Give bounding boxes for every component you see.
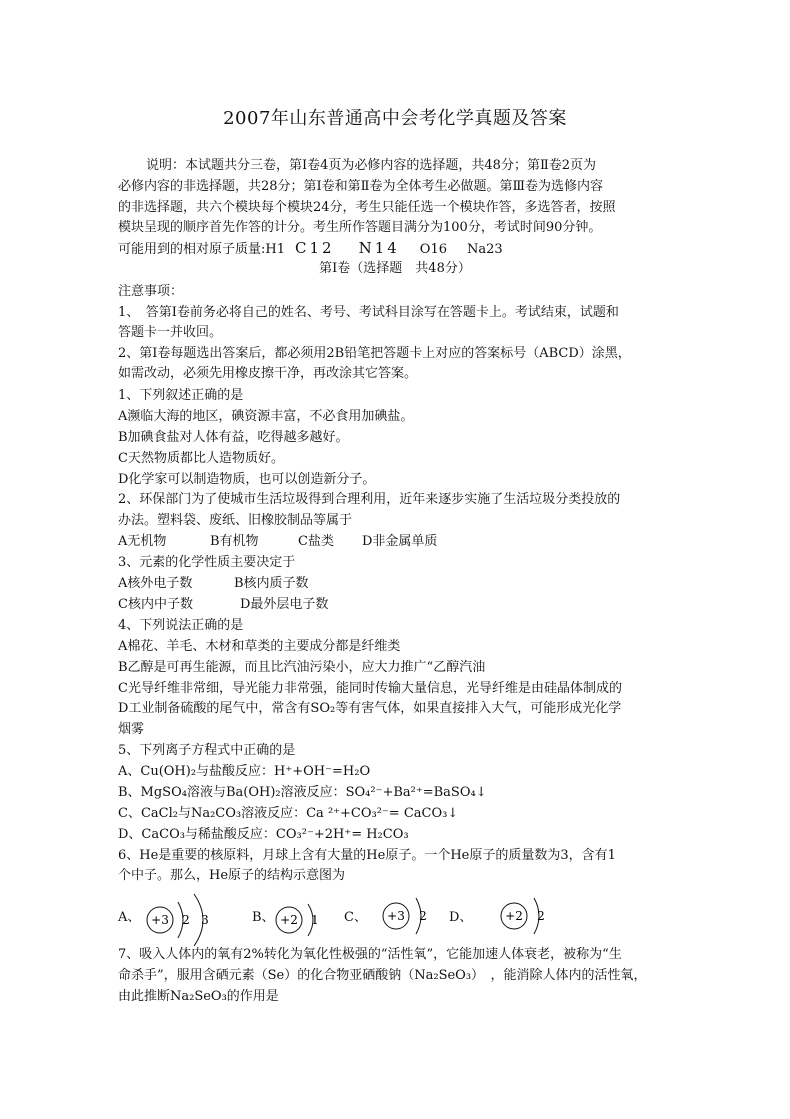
q4-option-a: A棉花、羊毛、木材和草类的主要成分都是纤维类 <box>118 639 401 654</box>
q2-stem-line-2: 办法。塑料袋、废纸、旧橡胶制品等属于 <box>118 513 353 528</box>
page-title: 2007年山东普通高中会考化学真题及答案 <box>223 108 567 129</box>
q7-line-1: 7、吸入人体内的氧有2%转化为氧化性极强的“活性氧”，它能加速人体衰老，被称为“生 <box>118 947 622 962</box>
q6-option-d-diagram <box>496 892 556 952</box>
q6-option-c-shell-1: 2 <box>419 909 427 923</box>
intro-line-2: 必修内容的非选择题，共28分；第Ⅰ卷和第Ⅱ卷为全体考生必做题。第Ⅲ卷为选修内容 <box>118 179 604 194</box>
atomic-mass-c: C12 <box>295 239 335 257</box>
q3-option-a: A核外电子数 <box>118 576 193 591</box>
q3-options-row-1 <box>118 574 309 594</box>
q4-stem: 4、下列说法正确的是 <box>118 618 244 633</box>
q3-option-d: D最外层电子数 <box>240 597 329 612</box>
q4-option-c: C光导纤维非常细，导光能力非常强，能同时传输大量信息，光导纤维是由硅晶体制成的 <box>118 681 622 696</box>
q2-stem-line-1: 2、环保部门为了使城市生活垃圾得到合理利用，近年来逐步实施了生活垃圾分类投放的 <box>118 492 621 507</box>
q1-option-c: C天然物质都比人造物质好。 <box>118 451 284 466</box>
q4-option-d-line-1: D工业制备硫酸的尾气中，常含有SO₂等有害气体，如果直接排入大气，可能形成光化学 <box>118 701 622 716</box>
note-2-line-1: 2、第Ⅰ卷每题选出答案后，都必须用2B铅笔把答题卡上对应的答案标号（ABCD）涂黑， <box>118 346 631 361</box>
q6-option-a-nucleus: +3 <box>151 913 169 927</box>
q3-option-b: B核内质子数 <box>234 576 309 591</box>
intro-line-1: 说明：本试题共分三卷，第Ⅰ卷4页为必修内容的选择题，共48分；第Ⅱ卷2页为 <box>146 158 597 173</box>
intro-line-4: 模块呈现的顺序首先作答的计分。考生所作答题目满分为100分，考试时间90分钟。 <box>118 220 602 235</box>
q6-option-a-shell-1: 2 <box>182 913 190 927</box>
q7-line-3: 由此推断Na₂SeO₃的作用是 <box>118 989 279 1004</box>
q4-option-d-line-2: 烟雾 <box>118 722 145 737</box>
atomic-mass-n: N14 <box>358 239 400 257</box>
q1-option-d: D化学家可以制造物质，也可以创造新分子。 <box>118 472 376 487</box>
q1-option-b: B加碘食盐对人体有益，吃得越多越好。 <box>118 430 349 445</box>
q3-option-c: C核内中子数 <box>118 597 193 612</box>
q5-option-d: D、CaCO₃与稀盐酸反应：CO₃²⁻+2H⁺= H₂CO₃ <box>118 827 409 842</box>
q6-option-d-shell-1: 2 <box>537 909 545 923</box>
q2-option-c: C盐类 <box>298 534 334 549</box>
q6-option-c-label: C、 <box>344 910 367 925</box>
atomic-masses <box>118 238 503 260</box>
q2-option-a: A无机物 <box>118 534 167 549</box>
atomic-masses-prefix: 可能用到的相对原子质量:H1 <box>118 242 285 257</box>
q6-option-b-label: B、 <box>252 910 275 925</box>
q7-line-2: 命杀手”，服用含硒元素（Se）的化合物亚硒酸钠（Na₂SeO₃） ，能消除人体内的活性氧， <box>118 968 647 983</box>
q6-option-b-nucleus: +2 <box>280 913 298 927</box>
note-1-line-2: 答题卡一并收回。 <box>118 325 223 340</box>
q6-option-a-shell-2: 3 <box>201 913 209 927</box>
atomic-mass-o: O16 <box>419 242 447 257</box>
q2-option-b: B有机物 <box>210 534 259 549</box>
q6-option-a-label: A、 <box>118 910 141 925</box>
q5-option-c: C、CaCl₂与Na₂CO₃溶液反应：Ca ²⁺+CO₃²⁻= CaCO₃↓ <box>118 806 459 821</box>
note-1-line-1: 1、 答第Ⅰ卷前务必将自己的姓名、考号、考试科目涂写在答题卡上。考试结束，试题和 <box>118 305 619 320</box>
q6-option-c-nucleus: +3 <box>387 909 405 923</box>
q3-options-row-2 <box>118 595 328 615</box>
q5-stem: 5、下列离子方程式中正确的是 <box>118 743 296 758</box>
q4-option-b: B乙醇是可再生能源，而且比汽油污染小，应大力推广“乙醇汽油 <box>118 660 486 675</box>
notes-heading: 注意事项： <box>118 284 184 299</box>
atomic-mass-na: Na23 <box>467 242 503 257</box>
q2-options <box>118 532 437 552</box>
q6-stem-line-2: 个中子。那么，He原子的结构示意图为 <box>118 868 346 883</box>
q5-option-b: B、MgSO₄溶液与Ba(OH)₂溶液反应：SO₄²⁻+Ba²⁺=BaSO₄↓ <box>118 785 487 800</box>
q3-stem: 3、元素的化学性质主要决定于 <box>118 555 296 570</box>
q6-stem-line-1: 6、He是重要的核原料，月球上含有大量的He原子。一个He原子的质量数为3，含有1 <box>118 848 616 863</box>
q6-options <box>0 892 790 952</box>
intro-line-3: 的非选择题，共六个模块每个模块24分，考生只能任选一个模块作答，多选答者，按照 <box>118 200 616 215</box>
q6-option-a-diagram <box>142 892 232 952</box>
q1-stem: 1、下列叙述正确的是 <box>118 388 244 403</box>
note-2-line-2: 如需改动，必须先用橡皮擦干净，再改涂其它答案。 <box>118 366 418 381</box>
q2-option-d: D非金属单质 <box>362 534 438 549</box>
q6-option-b-diagram <box>272 892 332 952</box>
q6-option-c-diagram <box>378 892 438 952</box>
q6-option-b-shell-1: 1 <box>311 913 319 927</box>
q6-option-d-nucleus: +2 <box>505 909 523 923</box>
q5-option-a: A、Cu(OH)₂与盐酸反应：H⁺+OH⁻=H₂O <box>118 764 371 779</box>
section-title: 第Ⅰ卷（选择题 共48分） <box>319 261 471 276</box>
q6-option-d-label: D、 <box>449 910 473 925</box>
q1-option-a: A濒临大海的地区，碘资源丰富，不必食用加碘盐。 <box>118 409 414 424</box>
